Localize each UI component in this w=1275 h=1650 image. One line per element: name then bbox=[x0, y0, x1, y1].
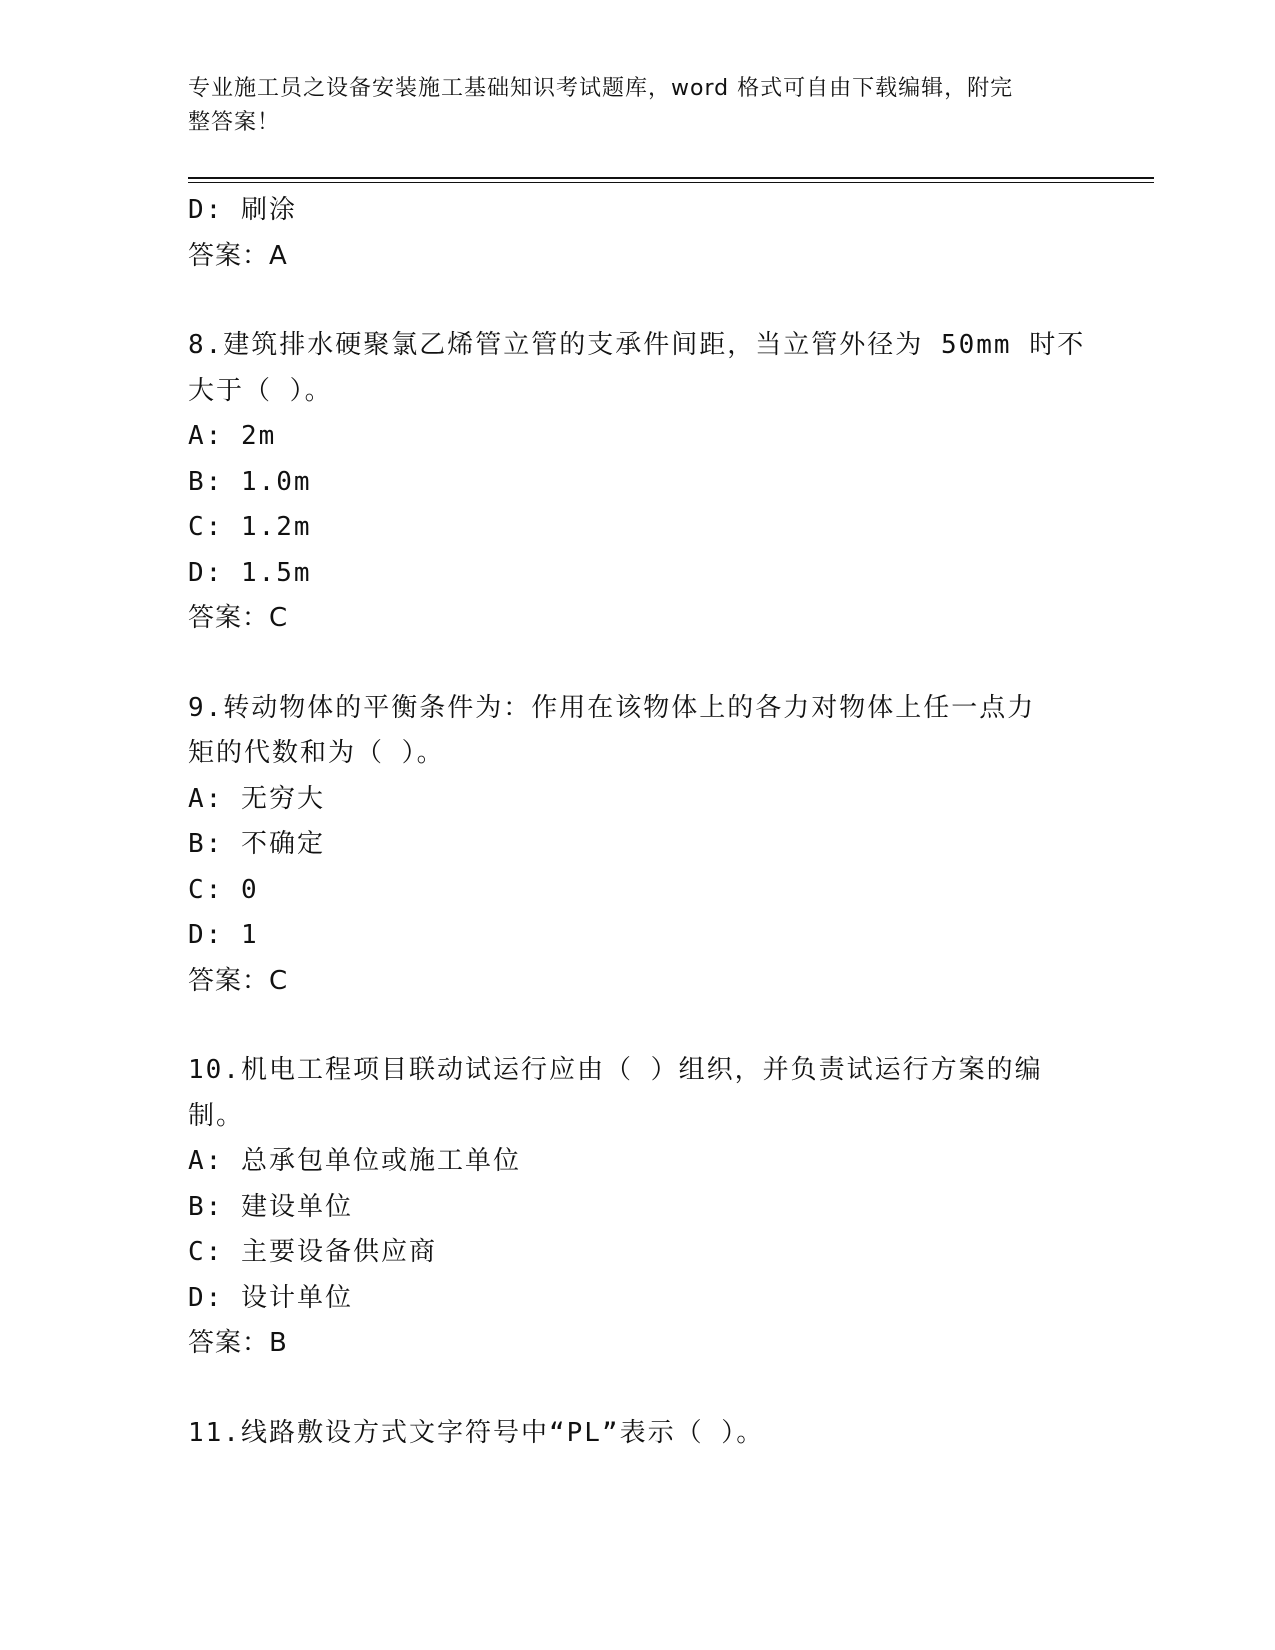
option-a: A: 无穷大 bbox=[188, 783, 325, 814]
question-block-11 bbox=[188, 1411, 1088, 1457]
option-b: B: 1.0m bbox=[188, 466, 312, 497]
option-c: C: 0 bbox=[188, 874, 259, 905]
question-list bbox=[188, 188, 1088, 1456]
answer-line: 答案：B bbox=[188, 1328, 288, 1358]
option-d: D: 1 bbox=[188, 920, 259, 950]
question-block-7 bbox=[188, 188, 1088, 279]
question-block-10 bbox=[188, 1048, 1088, 1367]
question-block-8 bbox=[188, 323, 1088, 642]
header-title-line-2: 整答案！ bbox=[188, 110, 281, 135]
question-block-9 bbox=[188, 686, 1088, 1005]
header-divider-thin bbox=[188, 182, 1154, 183]
option-a: A: 2m bbox=[188, 421, 277, 451]
question-text-line-2: 矩的代数和为（ ）。 bbox=[188, 738, 445, 768]
question-text-line-2: 制。 bbox=[188, 1100, 245, 1131]
spacer bbox=[188, 642, 1088, 686]
option-b: B: 建设单位 bbox=[188, 1191, 353, 1222]
option-d: D: 1.5m bbox=[188, 557, 312, 588]
answer-line: 答案：C bbox=[188, 965, 289, 996]
option-d: D: 刷涂 bbox=[188, 195, 297, 225]
spacer bbox=[188, 1367, 1088, 1411]
answer-line: 答案：A bbox=[188, 240, 288, 271]
option-c: C: 主要设备供应商 bbox=[188, 1237, 437, 1267]
header-divider-thick bbox=[188, 177, 1154, 179]
question-text-line-1: 8.建筑排水硬聚氯乙烯管立管的支承件间距，当立管外径为 50mm 时不 bbox=[188, 330, 1086, 360]
option-b: B: 不确定 bbox=[188, 829, 325, 859]
spacer bbox=[188, 279, 1088, 323]
question-text-line-1: 9.转动物体的平衡条件为：作用在该物体上的各力对物体上任一点力 bbox=[188, 692, 1036, 723]
header-title-line-1: 专业施工员之设备安装施工基础知识考试题库，word 格式可自由下载编辑，附完 bbox=[188, 76, 1014, 101]
question-text-line-1: 10.机电工程项目联动试运行应由（ ）组织，并负责试运行方案的编 bbox=[188, 1055, 1043, 1085]
question-text-line-1: 11.线路敷设方式文字符号中“PL”表示（ ）。 bbox=[188, 1417, 765, 1448]
spacer bbox=[188, 1004, 1088, 1048]
option-c: C: 1.2m bbox=[188, 512, 312, 542]
question-text-line-2: 大于（ ）。 bbox=[188, 375, 333, 406]
document-header bbox=[188, 72, 1068, 140]
answer-line: 答案：C bbox=[188, 603, 289, 633]
option-a: A: 总承包单位或施工单位 bbox=[188, 1146, 521, 1176]
option-d: D: 设计单位 bbox=[188, 1282, 353, 1313]
